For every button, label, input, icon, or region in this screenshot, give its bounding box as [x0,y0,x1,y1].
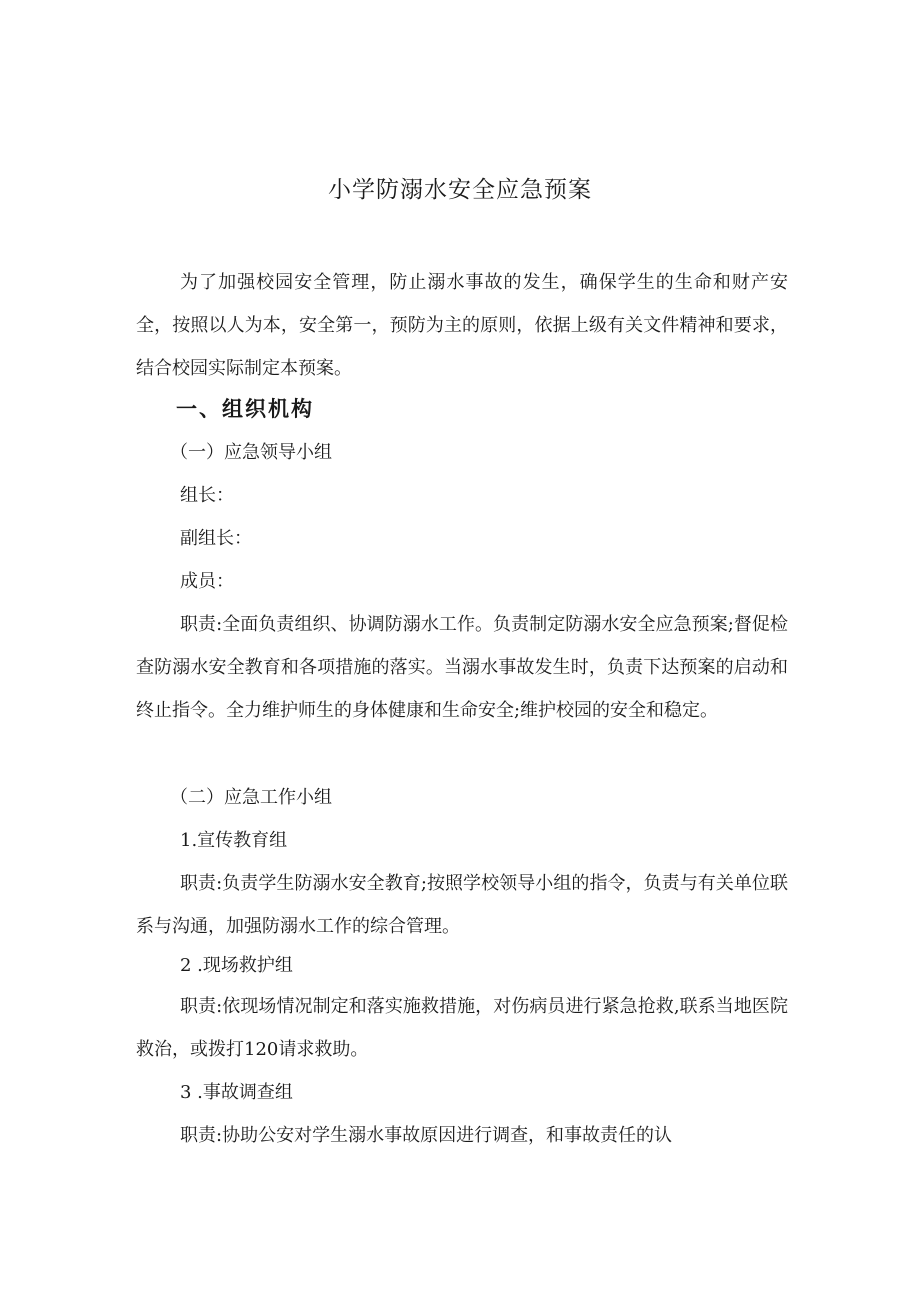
section-heading-organization: 一、组织机构 [176,397,314,421]
investigation-duty-paragraph: 职责:协助公安对学生溺水事故原因进行调查，和事故责任的认 [180,1125,673,1146]
subsection-heading-leadership-group: （一）应急领导小组 [170,442,332,463]
rescue-duty-paragraph: 职责:依现场情况制定和落实施救措施，对伤病员进行紧急抢救,联系当地医院救治，或拨打120请求救助。 [136,996,788,1060]
leadership-duty-paragraph: 职责:全面负责组织、协调防溺水工作。负责制定防溺水安全应急预案;督促检查防溺水安全教育和各项措施的落实。当溺水事故发生时，负责下达预案的启动和终止指令。全力维护师生的身体健康和生命安全;维护校园的安全和稳定。 [136,614,788,721]
group-heading-accident-investigation: 3 .事故调查组 [180,1082,293,1103]
group-heading-publicity-education: 1.宣传教育组 [180,830,288,851]
document-title: 小学防溺水安全应急预案 [328,177,592,203]
subsection-heading-work-group: （二）应急工作小组 [170,787,332,808]
publicity-duty-paragraph: 职责:负责学生防溺水安全教育;按照学校领导小组的指令，负责与有关单位联系与沟通，加强防溺水工作的综合管理。 [136,873,788,937]
members-label: 成员： [180,571,234,592]
leader-label: 组长： [180,485,234,506]
intro-paragraph: 为了加强校园安全管理，防止溺水事故的发生，确保学生的生命和财产安全，按照以人为本，安全第一，预防为主的原则，依据上级有关文件精神和要求，结合校园实际制定本预案。 [136,272,788,379]
deputy-leader-label: 副组长： [180,528,252,549]
group-heading-onsite-rescue: 2 .现场救护组 [180,955,293,976]
